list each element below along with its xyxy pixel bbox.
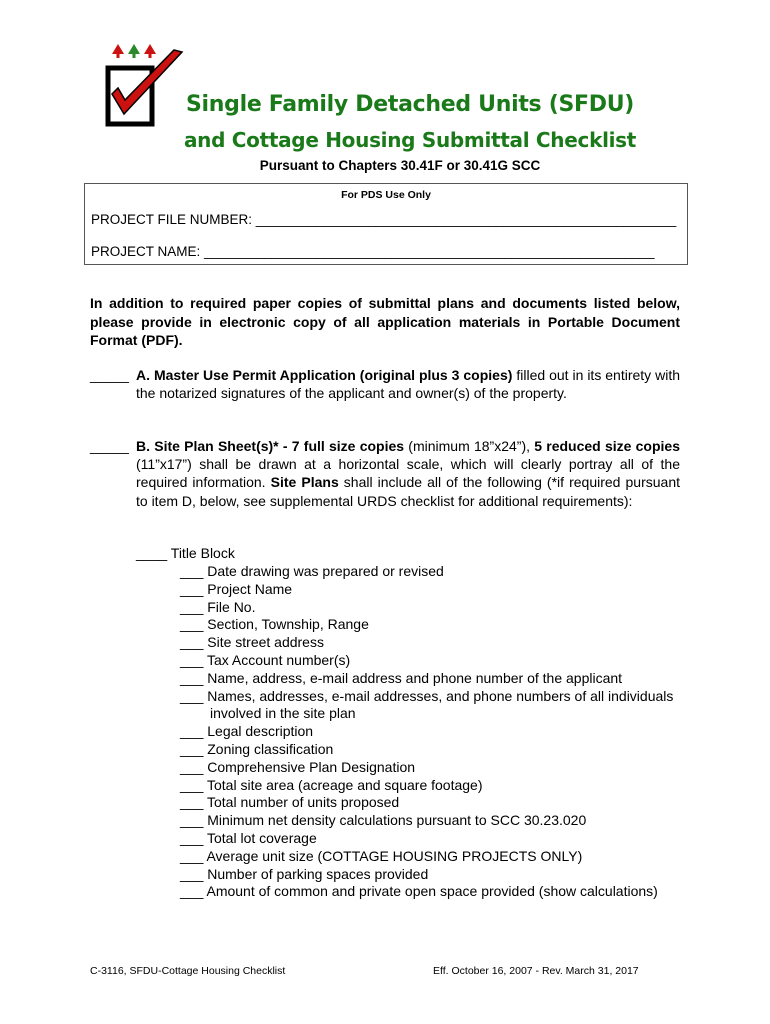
pds-caption: For PDS Use Only — [341, 189, 431, 201]
list-item: ___ Total number of units proposed — [180, 794, 400, 811]
item-a-text: filled out in its entirety with the notarized signatures of the applicant and owner(s) of the property. — [136, 367, 680, 402]
list-item: ___ Amount of common and private open space provided (show calculations) — [180, 883, 658, 900]
list-item: ___ Section, Township, Range — [180, 616, 369, 633]
checklist-item-a — [90, 366, 680, 402]
title-block-heading: ____ Title Block — [136, 545, 235, 561]
intro-paragraph: In addition to required paper copies of submittal plans and documents listed below, please provide in electronic copy of all application materials in Portable Document Format (PDF). — [90, 295, 680, 348]
pds-use-only-box — [84, 183, 688, 265]
trees-logo-icon — [112, 44, 156, 58]
document-title: Single Family Detached Units (SFDU) — [185, 92, 635, 117]
document-title-line2: and Cottage Housing Submittal Checklist — [183, 128, 637, 152]
footer-effective-date: Eff. October 16, 2007 - Rev. March 31, 2017 — [433, 965, 639, 977]
list-item: ___ Name, address, e-mail address and phone number of the applicant — [180, 669, 623, 686]
item-b-heading: B. Site Plan Sheet(s)* - 7 full size copies — [136, 438, 405, 454]
item-a-heading: A. Master Use Permit Application (original plus 3 copies) — [136, 367, 513, 383]
list-item: ___ Site street address — [180, 634, 324, 651]
item-a-blank: _____ — [90, 367, 129, 383]
list-item: ___ Names, addresses, e-mail addresses, and phone numbers of all individuals involved in the site plan — [180, 687, 674, 722]
document-subtitle: Pursuant to Chapters 30.41F or 30.41G SCC — [259, 158, 541, 173]
list-item: ___ Legal description — [180, 723, 314, 740]
item-b-text3: shall include all of the following (*if required pursuant to item D, below, see supplemental URDS checklist for additional requirements): — [136, 474, 681, 509]
item-b-blank: _____ — [90, 438, 129, 454]
title-block-list — [180, 563, 700, 901]
list-item: ___ Comprehensive Plan Designation — [180, 758, 416, 775]
footer-form-id: C-3116, SFDU-Cottage Housing Checklist — [90, 965, 286, 977]
item-b-text2: (11”x17”) shall be drawn at a horizontal scale, which will clearly portray all of the required information. — [136, 456, 680, 491]
list-item: ___ Tax Account number(s) — [180, 651, 351, 668]
list-item: ___ Project Name — [180, 580, 293, 597]
list-item: ___ Date drawing was prepared or revised — [180, 563, 444, 579]
list-item: ___ Minimum net density calculations pursuant to SCC 30.23.020 — [180, 812, 587, 829]
list-item: ___ Number of parking spaces provided — [180, 865, 429, 882]
list-item: ___ File No. — [180, 598, 256, 615]
item-b-bold3: Site Plans — [270, 474, 339, 491]
item-b-text1: (minimum 18”x24”), — [404, 438, 535, 454]
project-name-field: PROJECT NAME: ____________________________________________________________ — [91, 244, 655, 259]
list-item: ___ Average unit size (COTTAGE HOUSING PROJECTS ONLY) — [180, 847, 583, 864]
checklist-item-b — [90, 437, 680, 510]
list-item: ___ Total lot coverage — [180, 829, 317, 846]
list-item: ___ Zoning classification — [180, 740, 334, 757]
item-b-bold2: 5 reduced size copies — [534, 438, 680, 454]
project-file-number-field: PROJECT FILE NUMBER: ________________________________________________________ — [91, 212, 677, 227]
list-item: ___ Total site area (acreage and square footage) — [180, 776, 483, 793]
